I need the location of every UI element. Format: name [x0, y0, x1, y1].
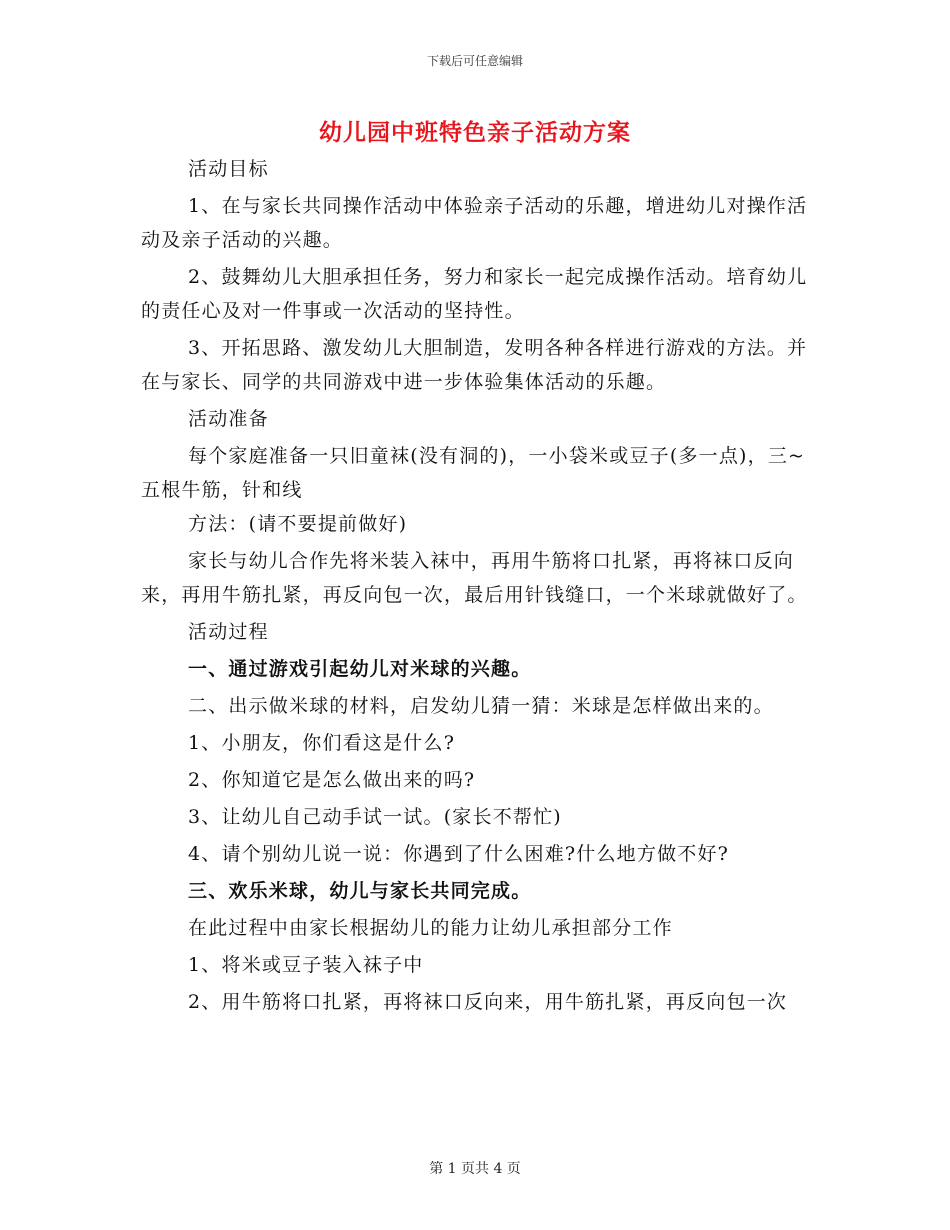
paragraph: 每个家庭准备一只旧童袜(没有洞的)，一小袋米或豆子(多一点)，三~五根牛筋，针和线	[141, 445, 806, 501]
paragraph: 活动准备	[188, 408, 269, 430]
paragraph: 4、请个别幼儿说一说：你遇到了什么困难?什么地方做不好?	[188, 843, 730, 865]
paragraph: 2、用牛筋将口扎紧，再将袜口反向来，用牛筋扎紧，再反向包一次	[188, 991, 788, 1013]
paragraph: 1、在与家长共同操作活动中体验亲子活动的乐趣，增进幼儿对操作活动及亲子活动的兴趣。	[141, 195, 808, 251]
paragraph: 活动过程	[188, 621, 269, 643]
section-heading: 一、通过游戏引起幼儿对米球的兴趣。	[188, 658, 532, 680]
paragraph: 家长与幼儿合作先将米装入袜中，再用牛筋将口扎紧，再将袜口反向来，再用牛筋扎紧，再反向包一次，最后用针钱缝口，一个米球就做好了。	[141, 550, 808, 606]
paragraph: 在此过程中由家长根据幼儿的能力让幼儿承担部分工作	[188, 917, 673, 939]
paragraph: 3、让幼儿自己动手试一试。(家长不帮忙)	[188, 806, 562, 828]
page-footer: 第 1 页共 4 页	[429, 1161, 521, 1177]
document-title: 幼儿园中班特色亲子活动方案	[319, 119, 631, 146]
paragraph: 2、你知道它是怎么做出来的吗?	[188, 769, 476, 791]
document-body	[141, 152, 821, 1022]
paragraph: 3、开拓思路、激发幼儿大胆制造，发明各种各样进行游戏的方法。并在与家长、同学的共同游戏中进一步体验集体活动的乐趣。	[141, 337, 808, 393]
paragraph: 2、鼓舞幼儿大胆承担任务，努力和家长一起完成操作活动。培育幼儿的责任心及对一件事或一次活动的坚持性。	[141, 266, 808, 322]
paragraph: 二、出示做米球的材料，启发幼儿猜一猜：米球是怎样做出来的。	[188, 695, 774, 717]
paragraph: 活动目标	[188, 158, 269, 180]
page-header: 下载后可任意编辑	[426, 54, 523, 68]
paragraph: 1、将米或豆子装入袜子中	[188, 954, 424, 976]
paragraph: 1、小朋友，你们看这是什么?	[188, 732, 456, 754]
paragraph: 方法：(请不要提前做好)	[188, 513, 408, 535]
section-heading: 三、欢乐米球，幼儿与家长共同完成。	[188, 880, 532, 902]
